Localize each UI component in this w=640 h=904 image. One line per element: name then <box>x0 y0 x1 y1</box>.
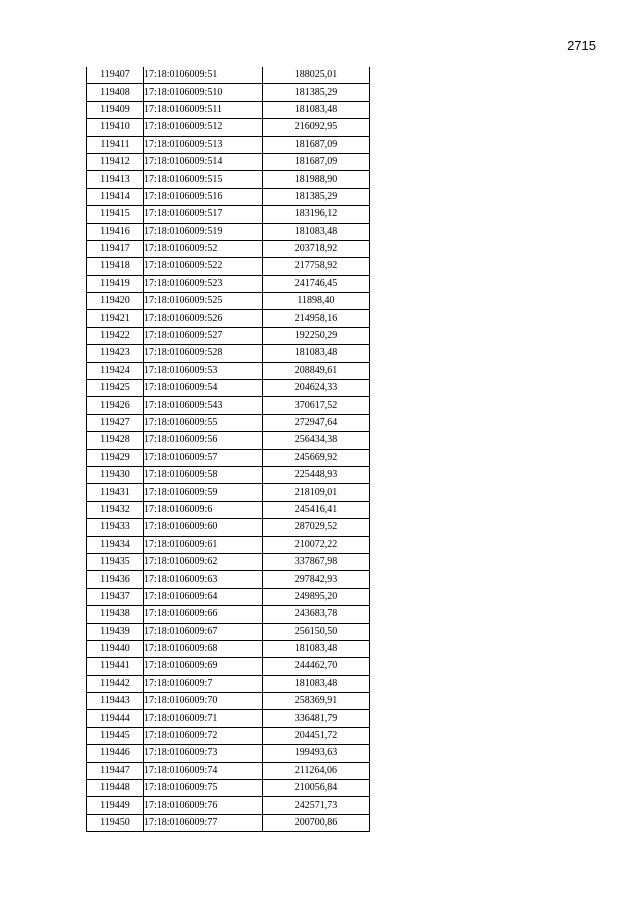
value-cell: 245416,41 <box>263 501 370 518</box>
value-cell: 200700,86 <box>263 814 370 831</box>
table-body <box>87 67 370 832</box>
row-number-cell: 119428 <box>87 432 144 449</box>
table-row <box>87 710 370 727</box>
row-number-cell: 119407 <box>87 67 144 84</box>
row-number-cell: 119425 <box>87 380 144 397</box>
table-row <box>87 293 370 310</box>
row-number-cell: 119439 <box>87 623 144 640</box>
table-row <box>87 188 370 205</box>
row-number-cell: 119445 <box>87 727 144 744</box>
table-row <box>87 84 370 101</box>
value-cell: 216092,95 <box>263 119 370 136</box>
row-number-cell: 119449 <box>87 797 144 814</box>
value-cell: 242571,73 <box>263 797 370 814</box>
cadastral-number-cell: 17:18:0106009:7 <box>144 675 263 692</box>
value-cell: 181687,09 <box>263 153 370 170</box>
row-number-cell: 119426 <box>87 397 144 414</box>
value-cell: 188025,01 <box>263 67 370 84</box>
row-number-cell: 119437 <box>87 588 144 605</box>
table-row <box>87 553 370 570</box>
value-cell: 225448,93 <box>263 466 370 483</box>
row-number-cell: 119422 <box>87 327 144 344</box>
table-row <box>87 797 370 814</box>
table-row <box>87 136 370 153</box>
cadastral-number-cell: 17:18:0106009:57 <box>144 449 263 466</box>
cadastral-number-cell: 17:18:0106009:519 <box>144 223 263 240</box>
table-row <box>87 658 370 675</box>
row-number-cell: 119423 <box>87 345 144 362</box>
value-cell: 211264,06 <box>263 762 370 779</box>
row-number-cell: 119435 <box>87 553 144 570</box>
cadastral-number-cell: 17:18:0106009:69 <box>144 658 263 675</box>
cadastral-number-cell: 17:18:0106009:64 <box>144 588 263 605</box>
row-number-cell: 119448 <box>87 780 144 797</box>
table-row <box>87 153 370 170</box>
table-row <box>87 606 370 623</box>
value-cell: 203718,92 <box>263 240 370 257</box>
cadastral-number-cell: 17:18:0106009:512 <box>144 119 263 136</box>
value-cell: 249895,20 <box>263 588 370 605</box>
cadastral-number-cell: 17:18:0106009:54 <box>144 380 263 397</box>
row-number-cell: 119447 <box>87 762 144 779</box>
table-row <box>87 380 370 397</box>
row-number-cell: 119410 <box>87 119 144 136</box>
cadastral-number-cell: 17:18:0106009:514 <box>144 153 263 170</box>
row-number-cell: 119424 <box>87 362 144 379</box>
row-number-cell: 119436 <box>87 571 144 588</box>
table-row <box>87 484 370 501</box>
value-cell: 297842,93 <box>263 571 370 588</box>
cadastral-number-cell: 17:18:0106009:528 <box>144 345 263 362</box>
value-cell: 183196,12 <box>263 206 370 223</box>
table-row <box>87 223 370 240</box>
table-row <box>87 623 370 640</box>
value-cell: 210072,22 <box>263 536 370 553</box>
row-number-cell: 119431 <box>87 484 144 501</box>
table-row <box>87 397 370 414</box>
cadastral-number-cell: 17:18:0106009:66 <box>144 606 263 623</box>
value-cell: 241746,45 <box>263 275 370 292</box>
table-row <box>87 345 370 362</box>
table-row <box>87 519 370 536</box>
value-cell: 244462,70 <box>263 658 370 675</box>
table-row <box>87 745 370 762</box>
data-table <box>86 67 370 832</box>
table-row <box>87 432 370 449</box>
value-cell: 181083,48 <box>263 640 370 657</box>
table-row <box>87 501 370 518</box>
cadastral-number-cell: 17:18:0106009:517 <box>144 206 263 223</box>
cadastral-number-cell: 17:18:0106009:513 <box>144 136 263 153</box>
cadastral-number-cell: 17:18:0106009:68 <box>144 640 263 657</box>
cadastral-number-cell: 17:18:0106009:74 <box>144 762 263 779</box>
value-cell: 181083,48 <box>263 223 370 240</box>
value-cell: 181083,48 <box>263 101 370 118</box>
row-number-cell: 119409 <box>87 101 144 118</box>
value-cell: 192250,29 <box>263 327 370 344</box>
cadastral-number-cell: 17:18:0106009:75 <box>144 780 263 797</box>
row-number-cell: 119414 <box>87 188 144 205</box>
table-row <box>87 258 370 275</box>
value-cell: 336481,79 <box>263 710 370 727</box>
row-number-cell: 119417 <box>87 240 144 257</box>
cadastral-number-cell: 17:18:0106009:62 <box>144 553 263 570</box>
cadastral-number-cell: 17:18:0106009:70 <box>144 693 263 710</box>
cadastral-number-cell: 17:18:0106009:77 <box>144 814 263 831</box>
value-cell: 181988,90 <box>263 171 370 188</box>
cadastral-number-cell: 17:18:0106009:67 <box>144 623 263 640</box>
table-row <box>87 814 370 831</box>
cadastral-number-cell: 17:18:0106009:60 <box>144 519 263 536</box>
value-cell: 337867,98 <box>263 553 370 570</box>
cadastral-number-cell: 17:18:0106009:72 <box>144 727 263 744</box>
cadastral-number-cell: 17:18:0106009:56 <box>144 432 263 449</box>
table-row <box>87 762 370 779</box>
value-cell: 370617,52 <box>263 397 370 414</box>
value-cell: 208849,61 <box>263 362 370 379</box>
table-row <box>87 588 370 605</box>
row-number-cell: 119433 <box>87 519 144 536</box>
table-row <box>87 449 370 466</box>
cadastral-number-cell: 17:18:0106009:510 <box>144 84 263 101</box>
table-row <box>87 780 370 797</box>
table-row <box>87 571 370 588</box>
value-cell: 217758,92 <box>263 258 370 275</box>
cadastral-number-cell: 17:18:0106009:51 <box>144 67 263 84</box>
cadastral-number-cell: 17:18:0106009:73 <box>144 745 263 762</box>
row-number-cell: 119420 <box>87 293 144 310</box>
value-cell: 256434,38 <box>263 432 370 449</box>
row-number-cell: 119427 <box>87 414 144 431</box>
value-cell: 181687,09 <box>263 136 370 153</box>
row-number-cell: 119441 <box>87 658 144 675</box>
cadastral-number-cell: 17:18:0106009:53 <box>144 362 263 379</box>
value-cell: 287029,52 <box>263 519 370 536</box>
value-cell: 272947,64 <box>263 414 370 431</box>
value-cell: 210056,84 <box>263 780 370 797</box>
cadastral-number-cell: 17:18:0106009:525 <box>144 293 263 310</box>
row-number-cell: 119434 <box>87 536 144 553</box>
table-row <box>87 675 370 692</box>
cadastral-number-cell: 17:18:0106009:58 <box>144 466 263 483</box>
value-cell: 245669,92 <box>263 449 370 466</box>
cadastral-number-cell: 17:18:0106009:516 <box>144 188 263 205</box>
value-cell: 243683,78 <box>263 606 370 623</box>
row-number-cell: 119432 <box>87 501 144 518</box>
row-number-cell: 119446 <box>87 745 144 762</box>
cadastral-number-cell: 17:18:0106009:61 <box>144 536 263 553</box>
table-row <box>87 693 370 710</box>
row-number-cell: 119443 <box>87 693 144 710</box>
table-row <box>87 206 370 223</box>
cadastral-number-cell: 17:18:0106009:523 <box>144 275 263 292</box>
cadastral-number-cell: 17:18:0106009:527 <box>144 327 263 344</box>
cadastral-number-cell: 17:18:0106009:76 <box>144 797 263 814</box>
table-row <box>87 414 370 431</box>
table-row <box>87 119 370 136</box>
cadastral-number-cell: 17:18:0106009:71 <box>144 710 263 727</box>
table-row <box>87 67 370 84</box>
value-cell: 181385,29 <box>263 188 370 205</box>
table-row <box>87 466 370 483</box>
cadastral-number-cell: 17:18:0106009:515 <box>144 171 263 188</box>
table-row <box>87 362 370 379</box>
row-number-cell: 119413 <box>87 171 144 188</box>
row-number-cell: 119416 <box>87 223 144 240</box>
table-row <box>87 171 370 188</box>
value-cell: 204451,72 <box>263 727 370 744</box>
cadastral-number-cell: 17:18:0106009:6 <box>144 501 263 518</box>
value-cell: 258369,91 <box>263 693 370 710</box>
cadastral-number-cell: 17:18:0106009:543 <box>144 397 263 414</box>
value-cell: 199493,63 <box>263 745 370 762</box>
table-row <box>87 327 370 344</box>
table-row <box>87 640 370 657</box>
cadastral-number-cell: 17:18:0106009:511 <box>144 101 263 118</box>
row-number-cell: 119430 <box>87 466 144 483</box>
table-row <box>87 536 370 553</box>
row-number-cell: 119421 <box>87 310 144 327</box>
value-cell: 256150,50 <box>263 623 370 640</box>
table-row <box>87 310 370 327</box>
row-number-cell: 119411 <box>87 136 144 153</box>
row-number-cell: 119419 <box>87 275 144 292</box>
row-number-cell: 119412 <box>87 153 144 170</box>
value-cell: 204624,33 <box>263 380 370 397</box>
row-number-cell: 119418 <box>87 258 144 275</box>
table-row <box>87 101 370 118</box>
row-number-cell: 119444 <box>87 710 144 727</box>
value-cell: 181083,48 <box>263 675 370 692</box>
page-number: 2715 <box>567 38 596 53</box>
value-cell: 214958,16 <box>263 310 370 327</box>
value-cell: 181385,29 <box>263 84 370 101</box>
row-number-cell: 119415 <box>87 206 144 223</box>
value-cell: 181083,48 <box>263 345 370 362</box>
value-cell: 11898,40 <box>263 293 370 310</box>
row-number-cell: 119450 <box>87 814 144 831</box>
table-row <box>87 727 370 744</box>
cadastral-number-cell: 17:18:0106009:55 <box>144 414 263 431</box>
cadastral-number-cell: 17:18:0106009:522 <box>144 258 263 275</box>
table-row <box>87 275 370 292</box>
cadastral-number-cell: 17:18:0106009:59 <box>144 484 263 501</box>
cadastral-number-cell: 17:18:0106009:526 <box>144 310 263 327</box>
row-number-cell: 119408 <box>87 84 144 101</box>
row-number-cell: 119429 <box>87 449 144 466</box>
row-number-cell: 119442 <box>87 675 144 692</box>
value-cell: 218109,01 <box>263 484 370 501</box>
cadastral-number-cell: 17:18:0106009:52 <box>144 240 263 257</box>
table-row <box>87 240 370 257</box>
row-number-cell: 119440 <box>87 640 144 657</box>
row-number-cell: 119438 <box>87 606 144 623</box>
cadastral-number-cell: 17:18:0106009:63 <box>144 571 263 588</box>
